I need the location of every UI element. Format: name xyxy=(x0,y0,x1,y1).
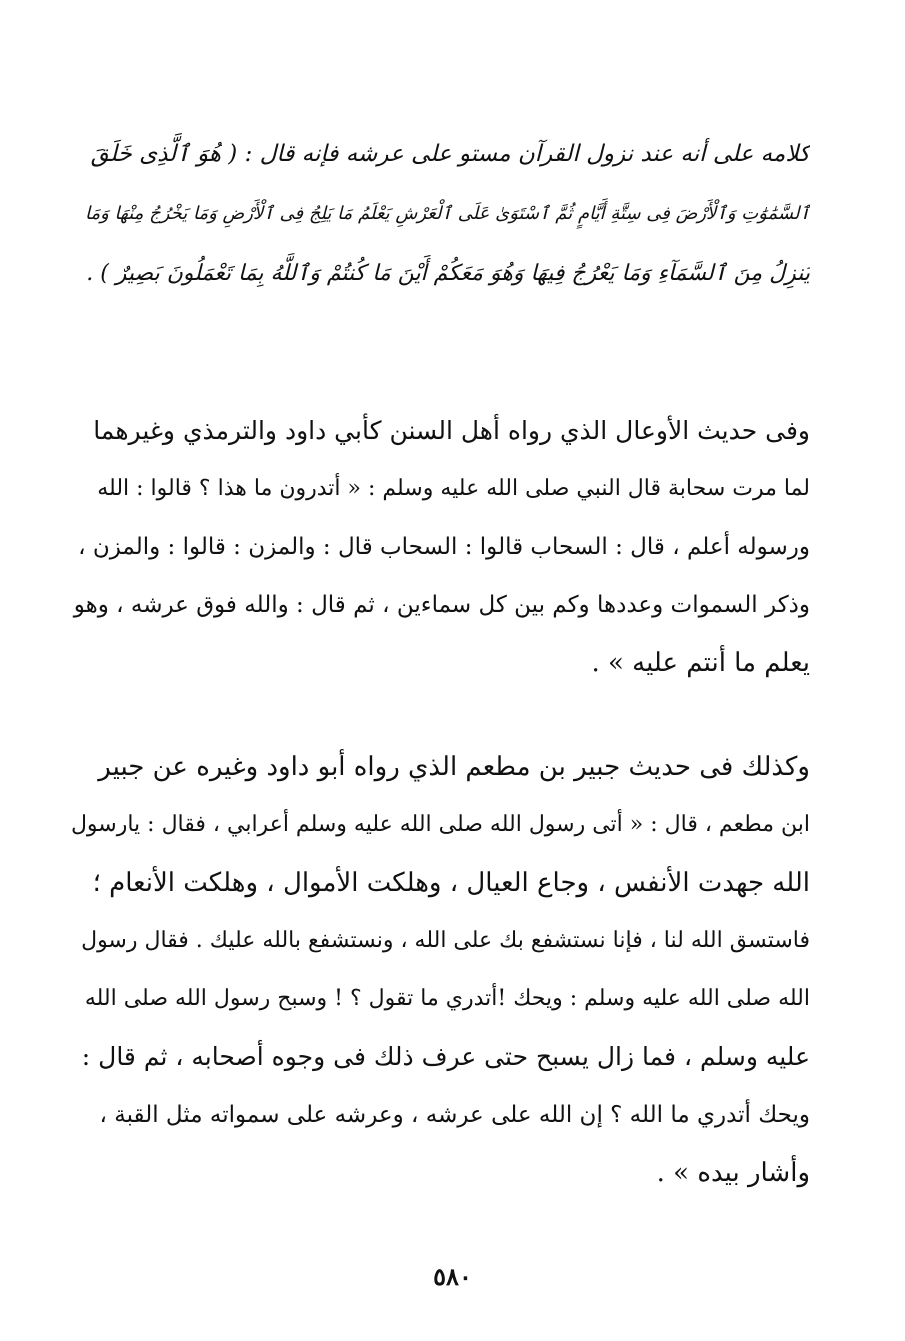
text-line: وفى حديث الأوعال الذي رواه أهل السنن كأبي داود والترمذي وغيرهما xyxy=(93,416,810,445)
quran-verse-paragraph xyxy=(70,124,810,304)
text-line: عليه وسلم ، فما زال يسبح حتى عرف ذلك فى وجوه أصحابه ، ثم قال : xyxy=(81,1042,810,1071)
text-line: يَنزِلُ مِنَ ٱلسَّمَآءِ وَمَا يَعْرُجُ فِيهَا وَهُوَ مَعَكُمْ أَيْنَ مَا كُنتُمْ وَٱللَّهُ بِمَا تَعْمَلُونَ بَصِيرٌ ) . xyxy=(86,261,810,286)
text-line: الله جهدت الأنفس ، وجاع العيال ، وهلكت الأموال ، وهلكت الأنعام ؛ xyxy=(92,868,810,898)
text-line: الله صلى الله عليه وسلم : ويحك !أتدري ما تقول ؟ ! وسبح رسول الله صلى الله xyxy=(84,986,810,1011)
text-line: ابن مطعم ، قال : « أتى رسول الله صلى الله عليه وسلم أعرابي ، فقال : يارسول xyxy=(70,812,810,837)
text-line: وأشار بيده » . xyxy=(656,1158,810,1188)
text-line: وكذلك فى حديث جبير بن مطعم الذي رواه أبو داود وغيره عن جبير xyxy=(98,752,810,782)
text-line: فاستسق الله لنا ، فإنا نستشفع بك على الله ، ونستشفع بالله عليك . فقال رسول xyxy=(81,928,810,953)
text-line: ٱلسَّمَٰوَٰتِ وَٱلْأَرْضَ فِى سِتَّةِ أَيَّامٍ ثُمَّ ٱسْتَوَىٰ عَلَى ٱلْعَرْشِ يَعْلَمُ مَا يَلِجُ فِى ٱلْأَرْضِ وَمَا يَخْرُجُ مِنْهَا وَمَا xyxy=(84,203,810,224)
page-number: ٥٨٠ xyxy=(433,1262,472,1291)
text-line: ورسوله أعلم ، قال : السحاب قالوا : السحاب قال : والمزن : قالوا : والمزن ، xyxy=(78,534,810,560)
awaal-hadith-paragraph xyxy=(70,402,810,692)
text-line: يعلم ما أنتم عليه » . xyxy=(591,648,810,678)
text-line: ويحك أتدري ما الله ؟ إن الله على عرشه ، وعرشه على سمواته مثل القبة ، xyxy=(99,1102,810,1128)
jubayr-hadith-paragraph xyxy=(70,738,810,1202)
text-line: وذكر السموات وعددها وكم بين كل سماءين ، ثم قال : والله فوق عرشه ، وهو xyxy=(73,592,810,618)
text-line: كلامه على أنه عند نزول القرآن مستو على عرشه فإنه قال : ( هُوَ ٱلَّذِى خَلَقَ xyxy=(90,141,810,167)
text-line: لما مرت سحابة قال النبي صلى الله عليه وسلم : « أتدرون ما هذا ؟ قالوا : الله xyxy=(97,476,810,501)
